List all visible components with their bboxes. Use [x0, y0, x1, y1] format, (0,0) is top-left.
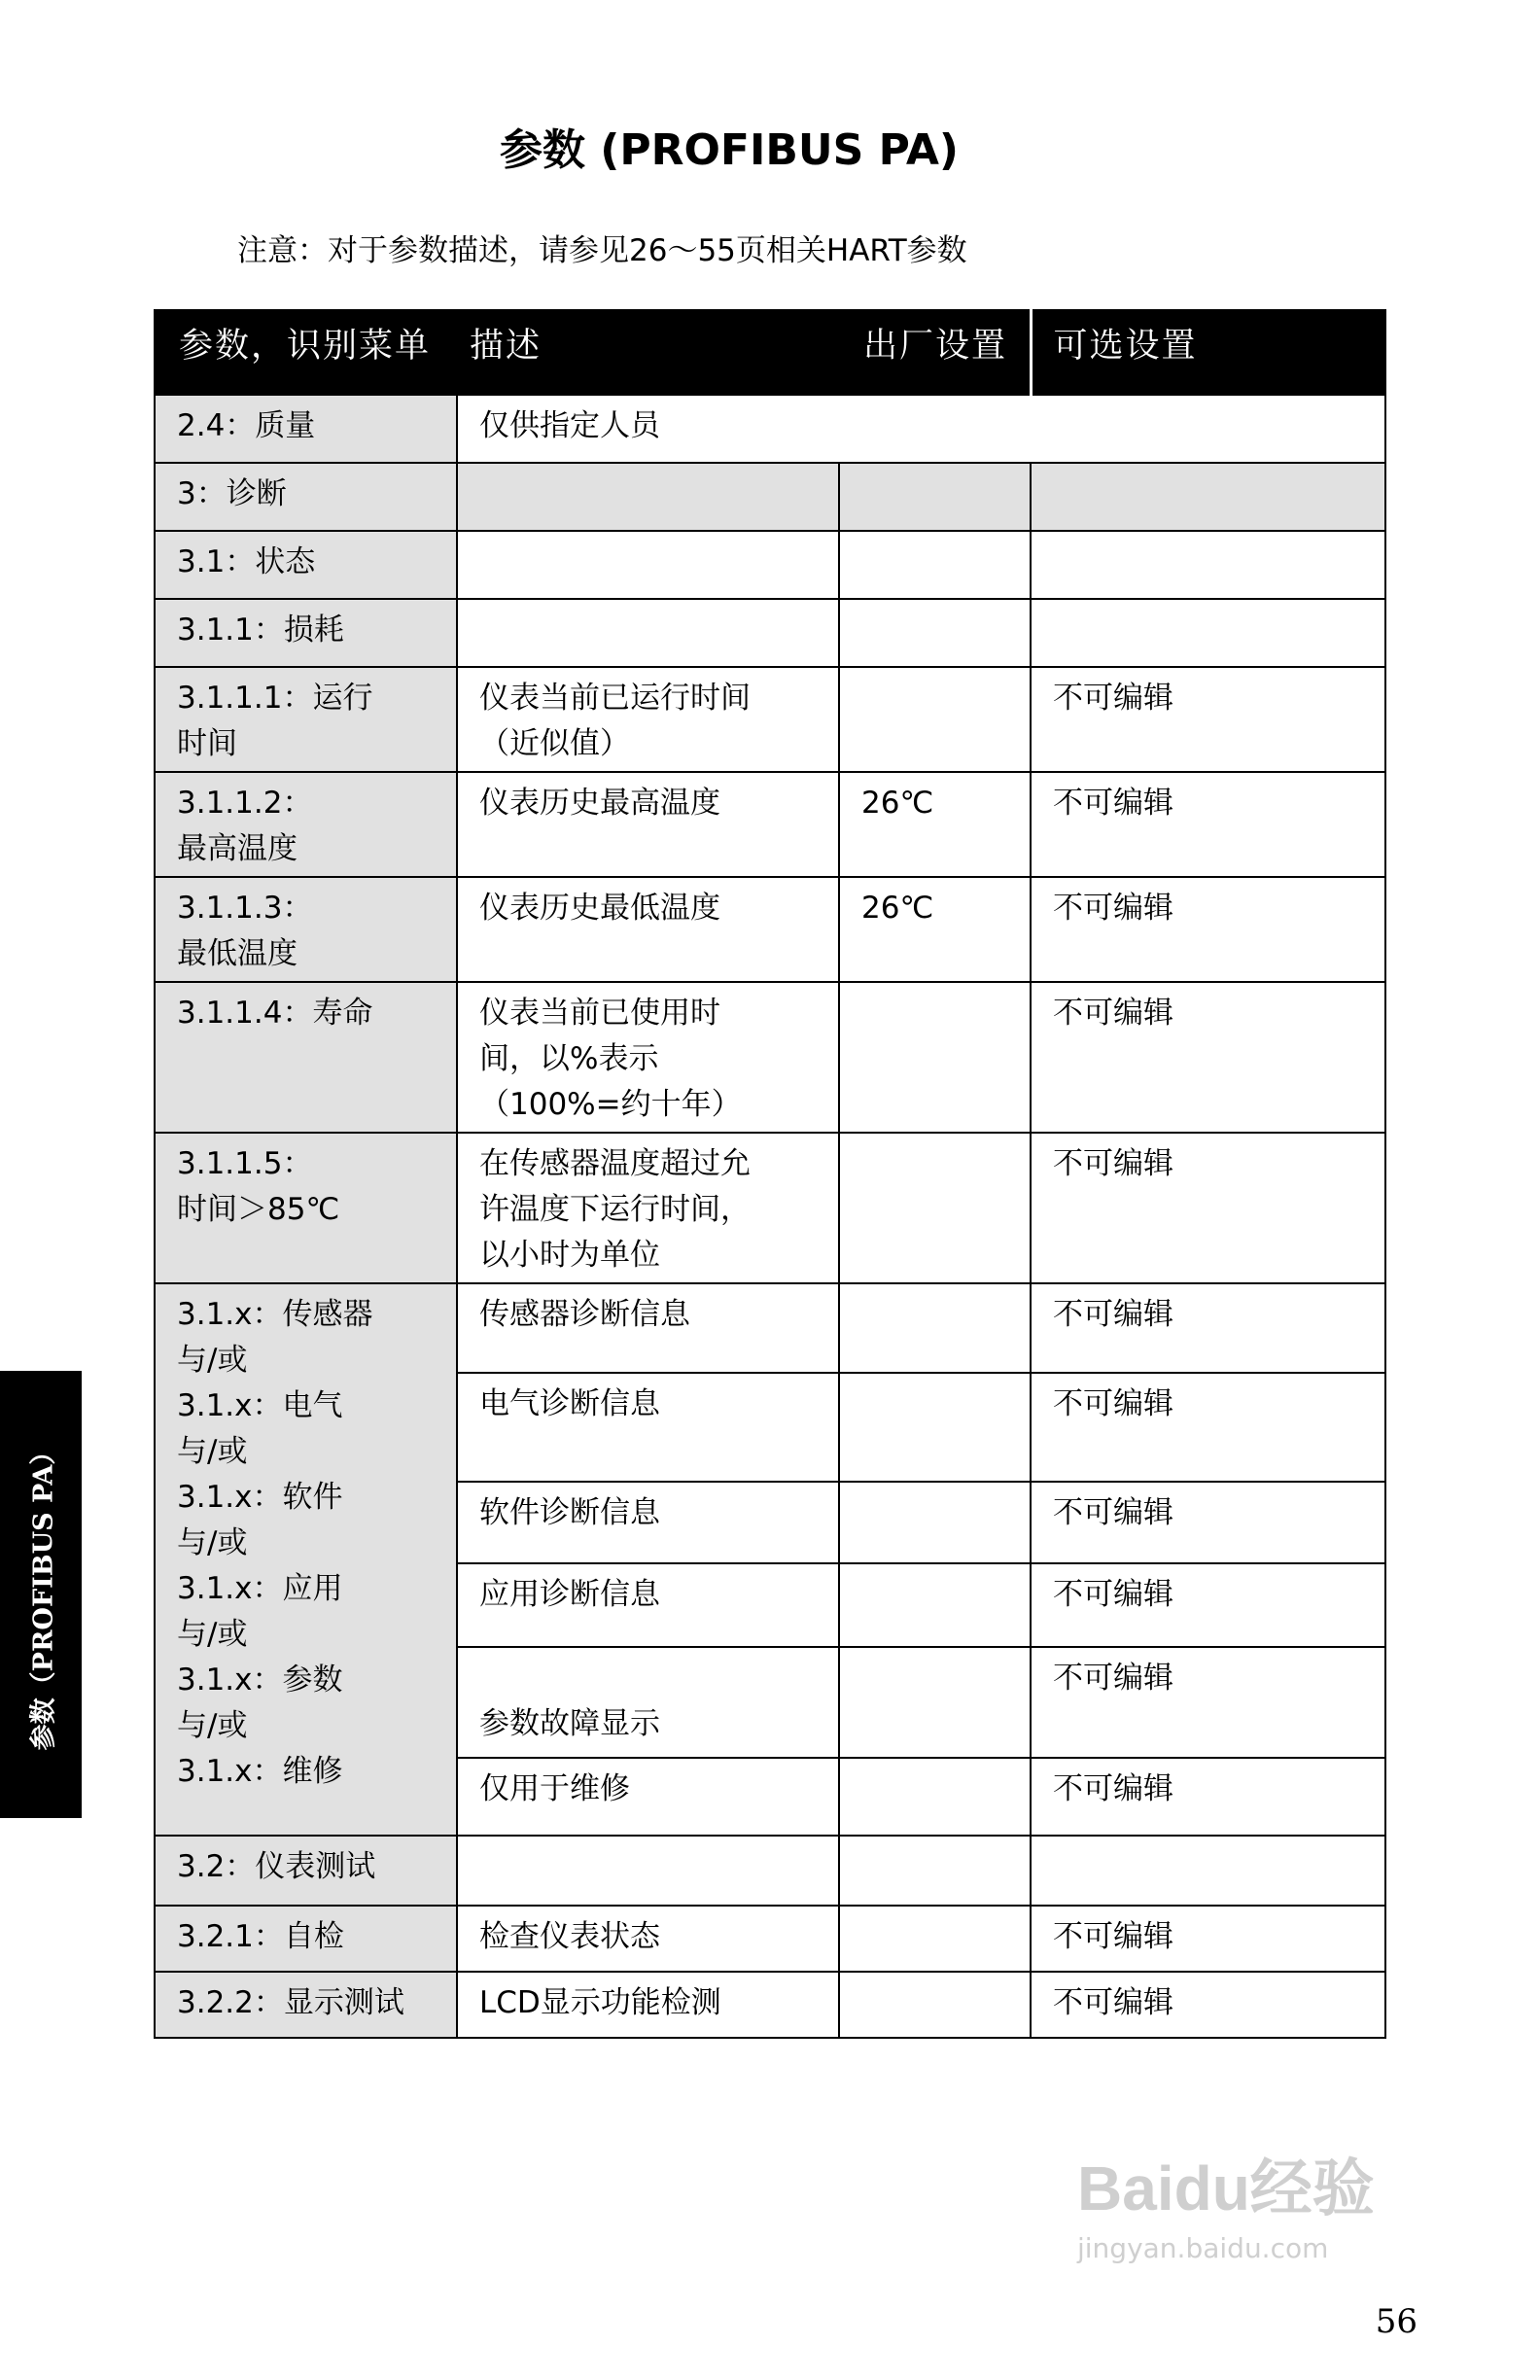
option-cell: 不可编辑	[1031, 877, 1385, 982]
desc-cell	[457, 599, 839, 667]
factory-cell	[839, 1563, 1031, 1647]
desc-cell	[457, 1836, 839, 1906]
desc-cell	[457, 531, 839, 599]
desc-cell: 在传感器温度超过允 许温度下运行时间， 以小时为单位	[457, 1133, 839, 1283]
factory-cell	[839, 982, 1031, 1133]
factory-cell	[839, 1133, 1031, 1283]
desc-cell: 仅供指定人员	[457, 395, 1385, 463]
desc-cell: LCD显示功能检测	[457, 1972, 839, 2038]
param-cell: 3.2.1：自检	[155, 1906, 457, 1972]
factory-cell	[839, 1647, 1031, 1758]
table-row	[155, 1283, 1385, 1373]
factory-cell	[839, 1972, 1031, 2038]
header-desc: 描述	[470, 327, 542, 366]
param-cell: 3.2：仪表测试	[155, 1836, 457, 1906]
param-cell-group: 3.1.x：传感器 与/或 3.1.x：电气 与/或 3.1.x：软件 与/或 3.1.x：应用 与/或 3.1.x：参数 与/或 3.1.x：维修	[155, 1283, 457, 1836]
factory-cell	[839, 667, 1031, 772]
table-row	[155, 599, 1385, 667]
factory-cell: 26℃	[839, 877, 1031, 982]
factory-cell: 26℃	[839, 772, 1031, 877]
side-tab-label: 参数（PROFIBUS PA）	[28, 1438, 59, 1751]
factory-cell	[839, 1906, 1031, 1972]
option-cell: 不可编辑	[1031, 1133, 1385, 1283]
param-cell: 3：诊断	[155, 463, 457, 531]
option-cell: 不可编辑	[1031, 1482, 1385, 1563]
desc-cell: 电气诊断信息	[457, 1373, 839, 1482]
param-cell: 3.1.1.4：寿命	[155, 982, 457, 1133]
desc-cell: 仪表历史最低温度	[457, 877, 839, 982]
option-cell	[1031, 463, 1385, 531]
header-param-desc	[155, 310, 839, 395]
factory-cell	[839, 1482, 1031, 1563]
desc-cell: 参数故障显示	[457, 1647, 839, 1758]
page-title: 参数 (PROFIBUS PA)	[499, 125, 960, 175]
table-row	[155, 982, 1385, 1133]
factory-cell	[839, 1836, 1031, 1906]
option-cell: 不可编辑	[1031, 1972, 1385, 2038]
table-row	[155, 1836, 1385, 1906]
desc-cell: 仪表当前已运行时间 （近似值）	[457, 667, 839, 772]
option-cell: 不可编辑	[1031, 772, 1385, 877]
factory-cell	[839, 599, 1031, 667]
watermark-url: jingyan.baidu.com	[1077, 2232, 1329, 2264]
note-text: 注意：对于参数描述，请参见26～55页相关HART参数	[237, 233, 967, 268]
option-cell: 不可编辑	[1031, 1373, 1385, 1482]
param-cell: 2.4：质量	[155, 395, 457, 463]
desc-cell: 传感器诊断信息	[457, 1283, 839, 1373]
desc-cell: 检查仪表状态	[457, 1906, 839, 1972]
factory-cell	[839, 531, 1031, 599]
param-cell: 3.1.1.5： 时间＞85℃	[155, 1133, 457, 1283]
option-cell	[1031, 1836, 1385, 1906]
table-row	[155, 1133, 1385, 1283]
param-cell: 3.1.1.3： 最低温度	[155, 877, 457, 982]
factory-cell	[839, 463, 1031, 531]
header-factory: 出厂设置	[839, 310, 1031, 395]
option-cell: 不可编辑	[1031, 667, 1385, 772]
desc-cell: 应用诊断信息	[457, 1563, 839, 1647]
option-cell: 不可编辑	[1031, 1283, 1385, 1373]
desc-cell	[457, 463, 839, 531]
table-row	[155, 531, 1385, 599]
table-row	[155, 463, 1385, 531]
table-row	[155, 395, 1385, 463]
factory-cell	[839, 1283, 1031, 1373]
page-number: 56	[1375, 2302, 1418, 2341]
parameter-table-wrapper	[154, 309, 1384, 2039]
header-param: 参数，识别菜单	[179, 327, 432, 366]
option-cell: 不可编辑	[1031, 1906, 1385, 1972]
factory-cell	[839, 1373, 1031, 1482]
option-cell: 不可编辑	[1031, 1647, 1385, 1758]
factory-cell	[839, 1758, 1031, 1836]
table-row	[155, 667, 1385, 772]
table-row	[155, 772, 1385, 877]
desc-cell: 仪表历史最高温度	[457, 772, 839, 877]
desc-cell: 软件诊断信息	[457, 1482, 839, 1563]
option-cell: 不可编辑	[1031, 1758, 1385, 1836]
parameter-table	[154, 309, 1386, 2039]
param-cell: 3.1.1.2： 最高温度	[155, 772, 457, 877]
option-cell	[1031, 531, 1385, 599]
watermark	[1077, 2139, 1375, 2264]
table-header-row	[155, 310, 1385, 395]
param-cell: 3.1.1.1：运行 时间	[155, 667, 457, 772]
desc-cell: 仪表当前已使用时 间，以%表示 （100%=约十年）	[457, 982, 839, 1133]
param-cell: 3.1：状态	[155, 531, 457, 599]
param-cell: 3.2.2：显示测试	[155, 1972, 457, 2038]
table-row	[155, 1972, 1385, 2038]
desc-cell: 仅用于维修	[457, 1758, 839, 1836]
table-row	[155, 1906, 1385, 1972]
option-cell	[1031, 599, 1385, 667]
option-cell: 不可编辑	[1031, 982, 1385, 1133]
table-row	[155, 877, 1385, 982]
header-option: 可选设置	[1031, 310, 1385, 395]
watermark-logo: Baidu经验	[1077, 2153, 1375, 2223]
option-cell: 不可编辑	[1031, 1563, 1385, 1647]
param-cell: 3.1.1：损耗	[155, 599, 457, 667]
